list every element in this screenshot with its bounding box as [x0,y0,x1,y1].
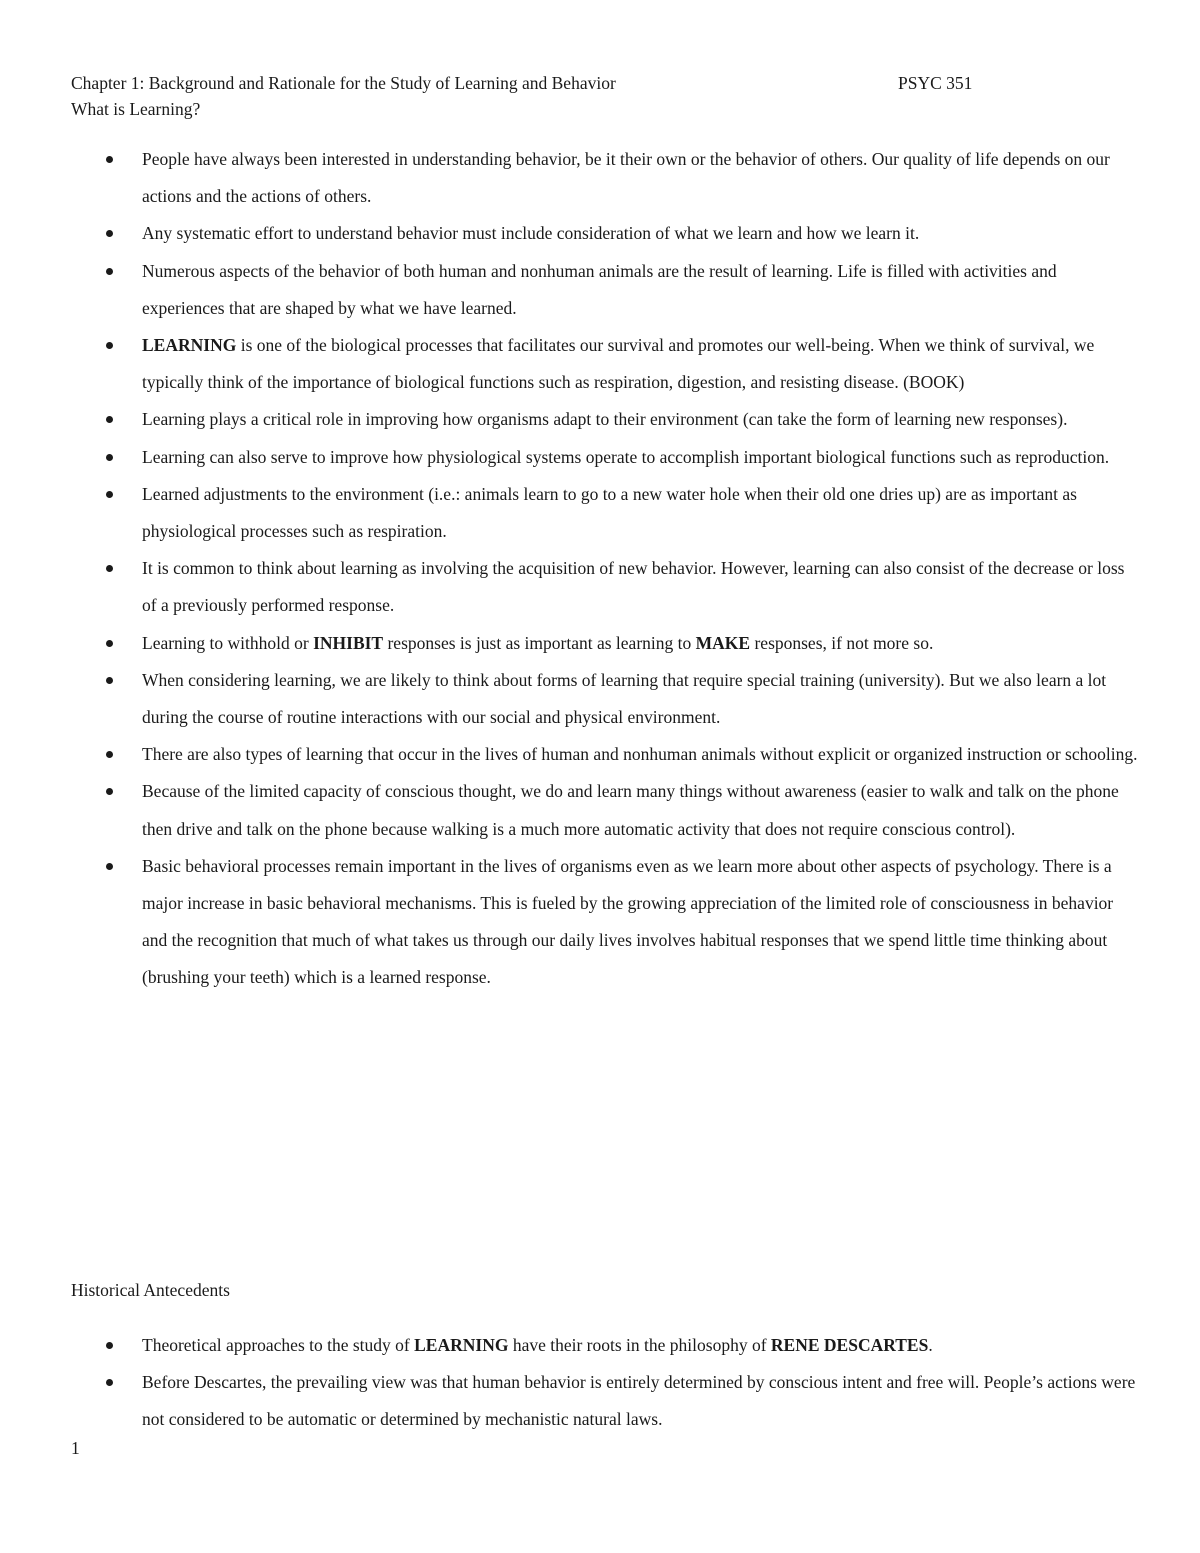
list-item [0,215,1200,252]
bullet-icon [106,677,113,684]
bold-term: LEARNING [142,335,237,356]
bullet-text: When considering learning, we are likely to think about forms of learning that require special training (university). But we also learn a lot during the course of routine interactions with our social and physical environment. [142,669,1107,728]
bullet-icon [106,863,113,870]
bullet-text: have their roots in the philosophy of [508,1335,771,1355]
bullet-icon [106,751,113,758]
bold-term: MAKE [695,632,751,653]
list-item [0,550,1200,624]
bullet-icon [106,1342,113,1349]
bullet-text: Learning plays a critical role in improving how organisms adapt to their environment (can take the form of learning new responses). [142,409,1068,430]
list-item [0,401,1200,438]
bullet-icon [106,416,113,423]
bold-term: INHIBIT [313,632,384,653]
section-title-what-is-learning: What is Learning? [71,99,201,119]
bullet-text: There are also types of learning that occur in the lives of human and nonhuman animals without explicit or organized instruction or schooling. [142,744,1138,765]
page-number: 1 [71,1438,80,1458]
bold-term: LEARNING [414,1335,509,1355]
bullet-icon [106,491,113,498]
course-code: PSYC 351 [898,73,973,93]
list-item [0,662,1200,736]
list-item [0,253,1200,327]
list-item [0,625,1200,662]
bullet-icon [106,454,113,461]
bullet-icon [106,156,113,163]
bullet-icon [106,268,113,275]
list-item [0,327,1200,401]
list-item [0,1364,1200,1438]
bullet-text: Learned adjustments to the environment (i.e.: animals learn to go to a new water hole when their old one dries up) are as important as physiological processes such as respiration. [142,483,1077,542]
list-item [0,1327,1200,1364]
bullet-icon [106,565,113,572]
bullet-text: Because of the limited capacity of conscious thought, we do and learn many things without awareness (easier to walk and talk on the phone then drive and talk on the phone because walking is a much more automatic activity that does not require conscious control). [142,781,1119,839]
learning-bullet-list [0,141,1200,997]
historical-bullet-list [0,1327,1200,1439]
list-item [0,439,1200,476]
list-item [0,141,1200,215]
list-item [0,476,1200,550]
bullet-text: Basic behavioral processes remain important in the lives of organisms even as we learn more about other aspects of psychology. There is a major increase in basic behavioral mechanisms. This is fueled by the growing appreciation of the limited role of consciousness in behavior and the recognition that much of what takes us through our daily lives involves habitual responses that we spend little time thinking about (brushing your teeth) which is a learned response. [142,855,1114,988]
list-item [0,848,1200,997]
section-heading-historical-antecedents: Historical Antecedents [71,1280,230,1300]
bullet-icon [106,342,113,349]
list-item [0,736,1200,773]
bullet-icon [106,230,113,237]
bullet-text: Before Descartes, the prevailing view was that human behavior is entirely determined by conscious intent and free will. People’s actions were not considered to be automatic or determined by mechanistic natural laws. [142,1372,1136,1430]
bullet-text: Numerous aspects of the behavior of both human and nonhuman animals are the result of learning. Life is filled with activities and experiences that are shaped by what we have learned. [142,260,1057,318]
bullet-text: responses is just as important as learning to [383,632,696,653]
bullet-text: It is common to think about learning as involving the acquisition of new behavior. However, learning can also consist of the decrease or loss of a previously performed response. [142,558,1125,616]
bullet-text: Theoretical approaches to the study of [142,1335,415,1355]
bullet-icon [106,1379,113,1386]
bullet-text: People have always been interested in understanding behavior, be it their own or the behavior of others. Our quality of life depends on our actions and the actions of others. [142,149,1110,207]
bold-term: RENE DESCARTES [770,1335,929,1355]
bullet-icon [106,788,113,795]
bullet-text: is one of the biological processes that facilitates our survival and promotes our well-being. When we think of survival, we typically think of the importance of biological functions such as respiration, digestion, and resisting disease. (BOOK) [142,335,1095,393]
bullet-icon [106,640,113,647]
bullet-text: Learning can also serve to improve how physiological systems operate to accomplish important biological functions such as reproduction. [142,446,1110,467]
bullet-text: Any systematic effort to understand behavior must include consideration of what we learn and how we learn it. [142,223,920,244]
bullet-text: Learning to withhold or [142,632,314,653]
list-item [0,773,1200,847]
bullet-text: responses, if not more so. [750,632,934,653]
chapter-title: Chapter 1: Background and Rationale for the Study of Learning and Behavior [71,73,616,93]
bullet-text: . [928,1335,933,1355]
